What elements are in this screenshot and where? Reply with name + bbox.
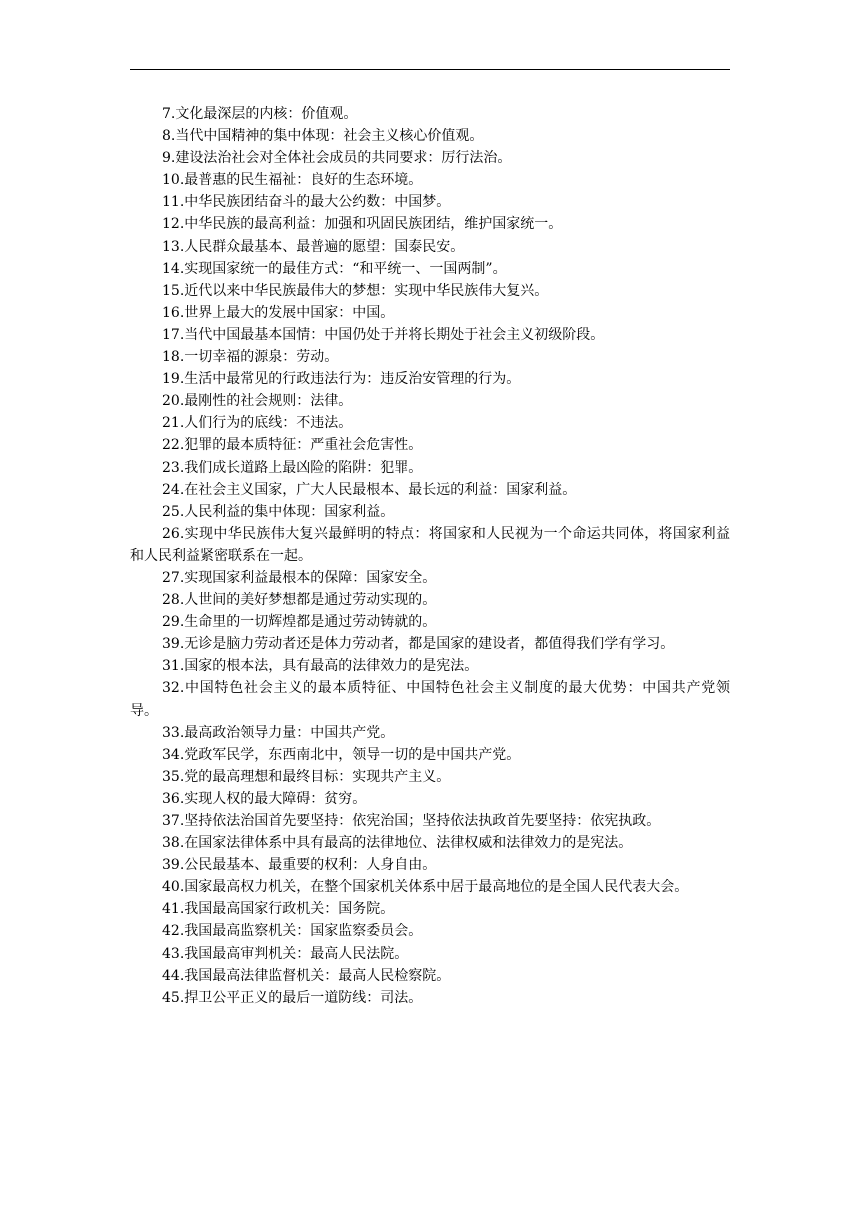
list-item: 25.人民利益的集中体现：国家利益。 [162, 503, 395, 520]
list-item: 12.中华民族的最高利益：加强和巩固民族团结，维护国家统一。 [162, 216, 563, 233]
list-item: 39.公民最基本、最重要的权利：人身自由。 [162, 857, 437, 874]
list-item: 35.党的最高理想和最终目标：实现共产主义。 [162, 768, 451, 785]
list-item: 41.我国最高国家行政机关：国务院。 [162, 901, 395, 918]
list-item: 38.在国家法律体系中具有最高的法律地位、法律权威和法律效力的是宪法。 [162, 835, 633, 852]
list-item: 37.坚持依法治国首先要坚持：依宪治国；坚持依法执政首先要坚持：依宪执政。 [162, 813, 661, 829]
list-item: 23.我们成长道路上最凶险的陷阱：犯罪。 [162, 459, 423, 476]
list-item: 29.生命里的一切辉煌都是通过劳动铸就的。 [162, 614, 437, 631]
list-item: 44.我国最高法律监督机关：最高人民检察院。 [162, 967, 451, 984]
list-item: 43.我国最高审判机关：最高人民法院。 [162, 945, 409, 962]
list-item: 17.当代中国最基本国情：中国仍处于并将长期处于社会主义初级阶段。 [162, 326, 605, 343]
list-item: 33.最高政治领导力量：中国共产党。 [162, 724, 395, 741]
list-item: 31.国家的根本法，具有最高的法律效力的是宪法。 [162, 658, 479, 675]
list-item: 21.人们行为的底线：不违法。 [162, 415, 353, 432]
list-item: 22.犯罪的最本质特征：严重社会危害性。 [162, 437, 423, 454]
list-item: 16.世界上最大的发展中国家：中国。 [162, 304, 395, 321]
list-item: 9.建设法治社会对全体社会成员的共同要求：厉行法治。 [162, 150, 512, 167]
list-item: 13.人民群众最基本、最普遍的愿望：国泰民安。 [162, 238, 465, 255]
list-item: 7.文化最深层的内核：价值观。 [162, 106, 358, 122]
list-item: 11.中华民族团结奋斗的最大公约数：中国梦。 [162, 194, 451, 211]
list-item: 8.当代中国精神的集中体现：社会主义核心价值观。 [162, 128, 484, 145]
list-item: 40.国家最高权力机关，在整个国家机关体系中居于最高地位的是全国人民代表大会。 [162, 879, 689, 896]
list-item: 26.实现中华民族伟大复兴最鲜明的特点：将国家和人民视为一个命运共同体，将国家利益和人民利益紧密联系在一起。 [130, 525, 730, 564]
list-item: 27.实现国家利益最根本的保障：国家安全。 [162, 569, 437, 586]
list-item: 18.一切幸福的源泉：劳动。 [162, 349, 339, 366]
list-item: 42.我国最高监察机关：国家监察委员会。 [162, 923, 423, 940]
list-item: 20.最刚性的社会规则：法律。 [162, 393, 353, 410]
list-item: 36.实现人权的最大障碍：贫穷。 [162, 790, 367, 807]
list-item: 28.人世间的美好梦想都是通过劳动实现的。 [162, 592, 437, 609]
list-item: 10.最普惠的民生福祉：良好的生态环境。 [162, 172, 423, 189]
header-rule [130, 69, 730, 70]
list-item: 19.生活中最常见的行政违法行为：违反治安管理的行为。 [162, 371, 521, 388]
list-item: 15.近代以来中华民族最伟大的梦想：实现中华民族伟大复兴。 [162, 282, 549, 299]
list-item: 14.实现国家统一的最佳方式：“和平统一、一国两制”。 [162, 260, 507, 277]
list-item: 34.党政军民学，东西南北中，领导一切的是中国共产党。 [162, 746, 521, 763]
list-item: 39.无诊是脑力劳动者还是体力劳动者，都是国家的建设者，都值得我们学有学习。 [162, 636, 675, 653]
list-item: 32.中国特色社会主义的最本质特征、中国特色社会主义制度的最大优势：中国共产党领导。 [130, 680, 730, 719]
list-item: 45.捍卫公平正义的最后一道防线：司法。 [162, 989, 423, 1006]
list-item: 24.在社会主义国家，广大人民最根本、最长远的利益：国家利益。 [162, 481, 577, 498]
document-body [130, 103, 730, 1009]
